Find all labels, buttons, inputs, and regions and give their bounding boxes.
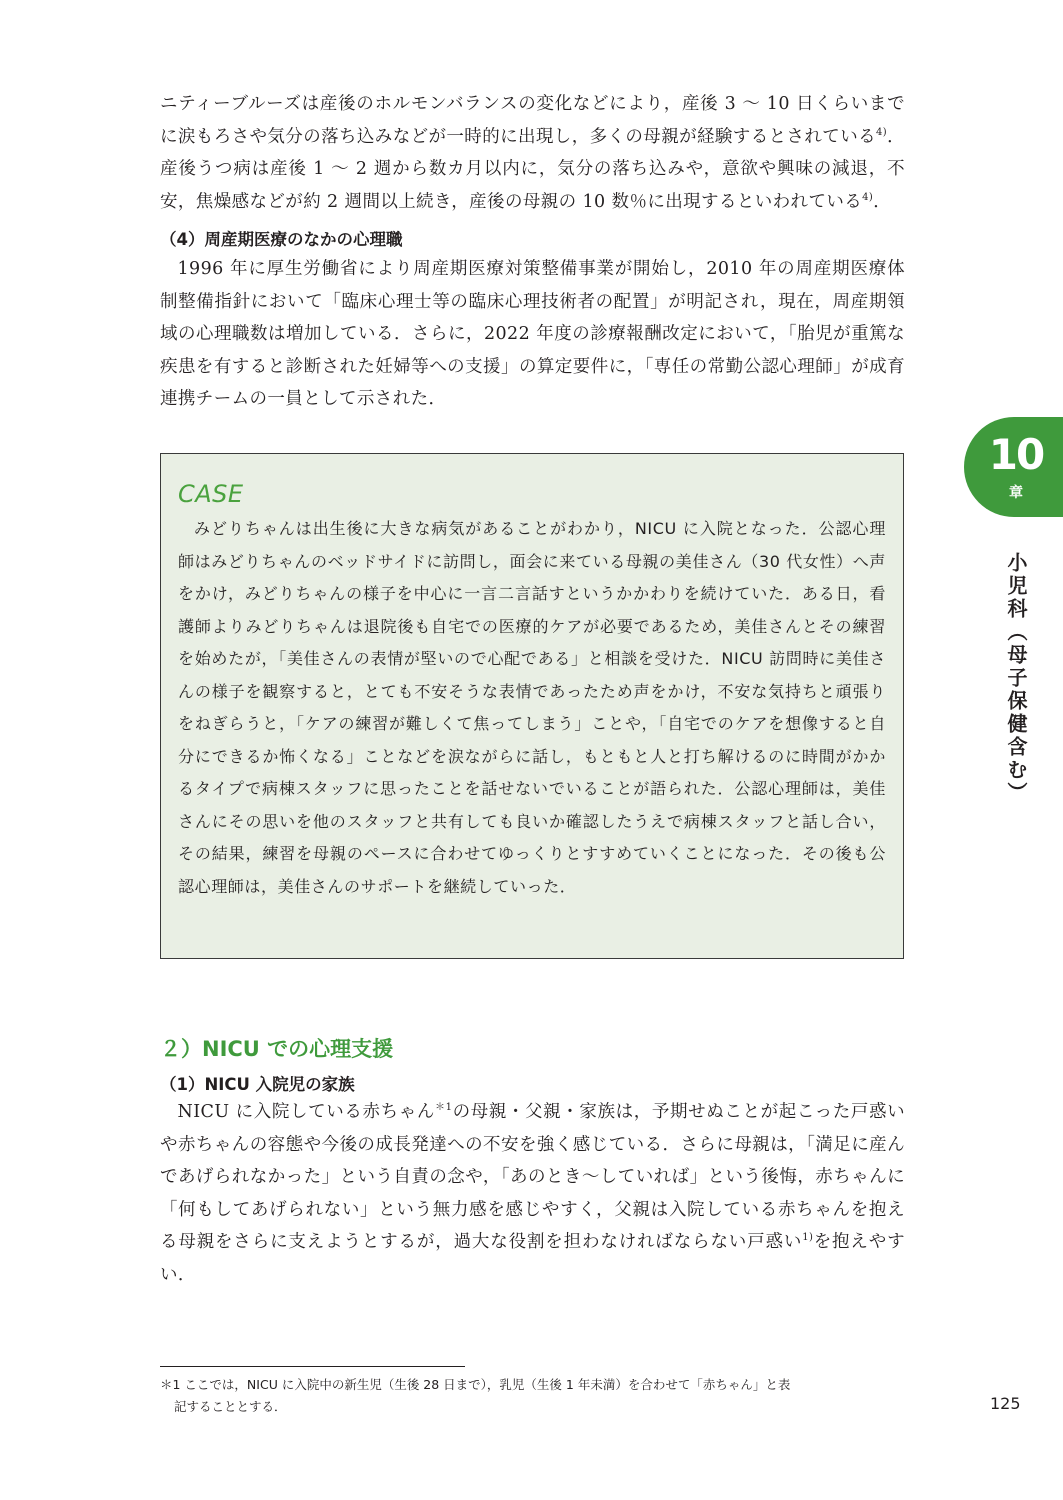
page-number: 125 <box>990 1394 1021 1413</box>
subheading-nicu-family: （1）NICU 入院児の家族 <box>160 1075 355 1094</box>
footnote-divider <box>160 1366 465 1367</box>
citation-ref: 1) <box>802 1232 814 1244</box>
footnote-marker: ＊1 <box>434 1102 453 1114</box>
body-paragraph-nicu-family <box>160 1096 905 1292</box>
paragraph-text: を抱えやすい． <box>160 1232 906 1285</box>
chapter-number: 10 <box>988 430 1044 479</box>
citation-ref: 4) <box>876 126 888 138</box>
paragraph-text: 1996 年に厚生労働省により周産期医療対策整備事業が開始し，2010 年の周産期医療体制整備指針において「臨床心理士等の臨床心理技術者の配置」が明記され，現在，周産期領域の心理職数は増加している．さらに，2022 年度の診療報酬改定において，「胎児が重篤な疾患を有すると診断された妊婦等への支援」の算定要件に，「専任の常勤公認心理師」が成育連携チームの一員として示された． <box>160 259 905 410</box>
paragraph-text: ニティーブルーズは産後のホルモンバランスの変化などにより，産後 3 ～ 10 日くらいまでに涙もろさや気分の落ち込みなどが一時的に出現し，多くの母親が経験するとされている <box>160 94 905 147</box>
case-title: CASE <box>178 480 244 508</box>
paragraph-text: ． <box>873 191 892 212</box>
case-paragraph: みどりちゃんは出生後に大きな病気があることがわかり，NICU に入院となった．公認心理師はみどりちゃんのベッドサイドに訪問し，面会に来ている母親の美佳さん（30 代女性）へ声をかけ，みどりちゃんの様子を中心に一言二言話すというかかわりを続けていた．ある日，看護師よりみどりちゃんは退院後も自宅での医療的ケアが必要であるため，美佳さんとその練習を始めたが，「美佳さんの表情が堅いので心配である」と相談を受けた．NICU 訪問時に美佳さんの様子を観察すると，とても不安そうな表情であったため声をかけ，不安な気持ちと頑張りをねぎらうと，「ケアの練習が難しくて焦ってしまう」ことや，「自宅でのケアを想像すると自分にできるか怖くなる」ことなどを涙ながらに話し，もともと人と打ち解けるのに時間がかかるタイプで病棟スタッフに思ったことを話せないでいることが語られた．公認心理師は，美佳さんにその思いを他のスタッフと共有しても良いか確認したうえで病棟スタッフと話し合い，その結果，練習を母親のペースに合わせてゆっくりとすすめていくことになった．その後も公認心理師は，美佳さんのサポートを継続していった． <box>178 519 886 896</box>
chapter-label: 章 <box>1009 485 1023 501</box>
case-body <box>178 513 886 903</box>
citation-ref: 4) <box>862 191 874 203</box>
footnote-line: ＊1 ここでは，NICU に入院中の新生児（生後 28 日まで），乳児（生後 1 年未満）を合わせて「赤ちゃん」と表 <box>160 1377 791 1392</box>
footnote <box>160 1374 910 1418</box>
subheading-perinatal-psychology: （4）周産期医療のなかの心理職 <box>160 230 403 249</box>
footnote-line: 記することとする． <box>174 1399 287 1414</box>
body-paragraph-perinatal <box>160 253 905 416</box>
section-heading-nicu: ２）NICU での心理支援 <box>160 1037 394 1061</box>
body-paragraph-postpartum <box>160 88 905 218</box>
paragraph-text: ．産後うつ病は産後 1 ～ 2 週から数カ月以内に，気分の落ち込みや，意欲や興味の減退，不安，焦燥感などが約 2 週間以上続き，産後の母親の 10 数％に出現するといわれている <box>160 126 905 212</box>
chapter-title-vertical: 小児科（母子保健含む） <box>1004 552 1028 805</box>
paragraph-text: の母親・父親・家族は，予期せぬことが起こった戸惑いや赤ちゃんの容態や今後の成長発達への不安を強く感じている．さらに母親は，「満足に産んであげられなかった」という自責の念や，「あのとき～していれば」という後悔，赤ちゃんに「何もしてあげられない」という無力感を感じやすく，父親は入院している赤ちゃんを抱える母親をさらに支えようとするが，過大な役割を担わなければならない戸惑い <box>160 1102 905 1253</box>
paragraph-text: NICU に入院している赤ちゃん <box>177 1102 435 1122</box>
